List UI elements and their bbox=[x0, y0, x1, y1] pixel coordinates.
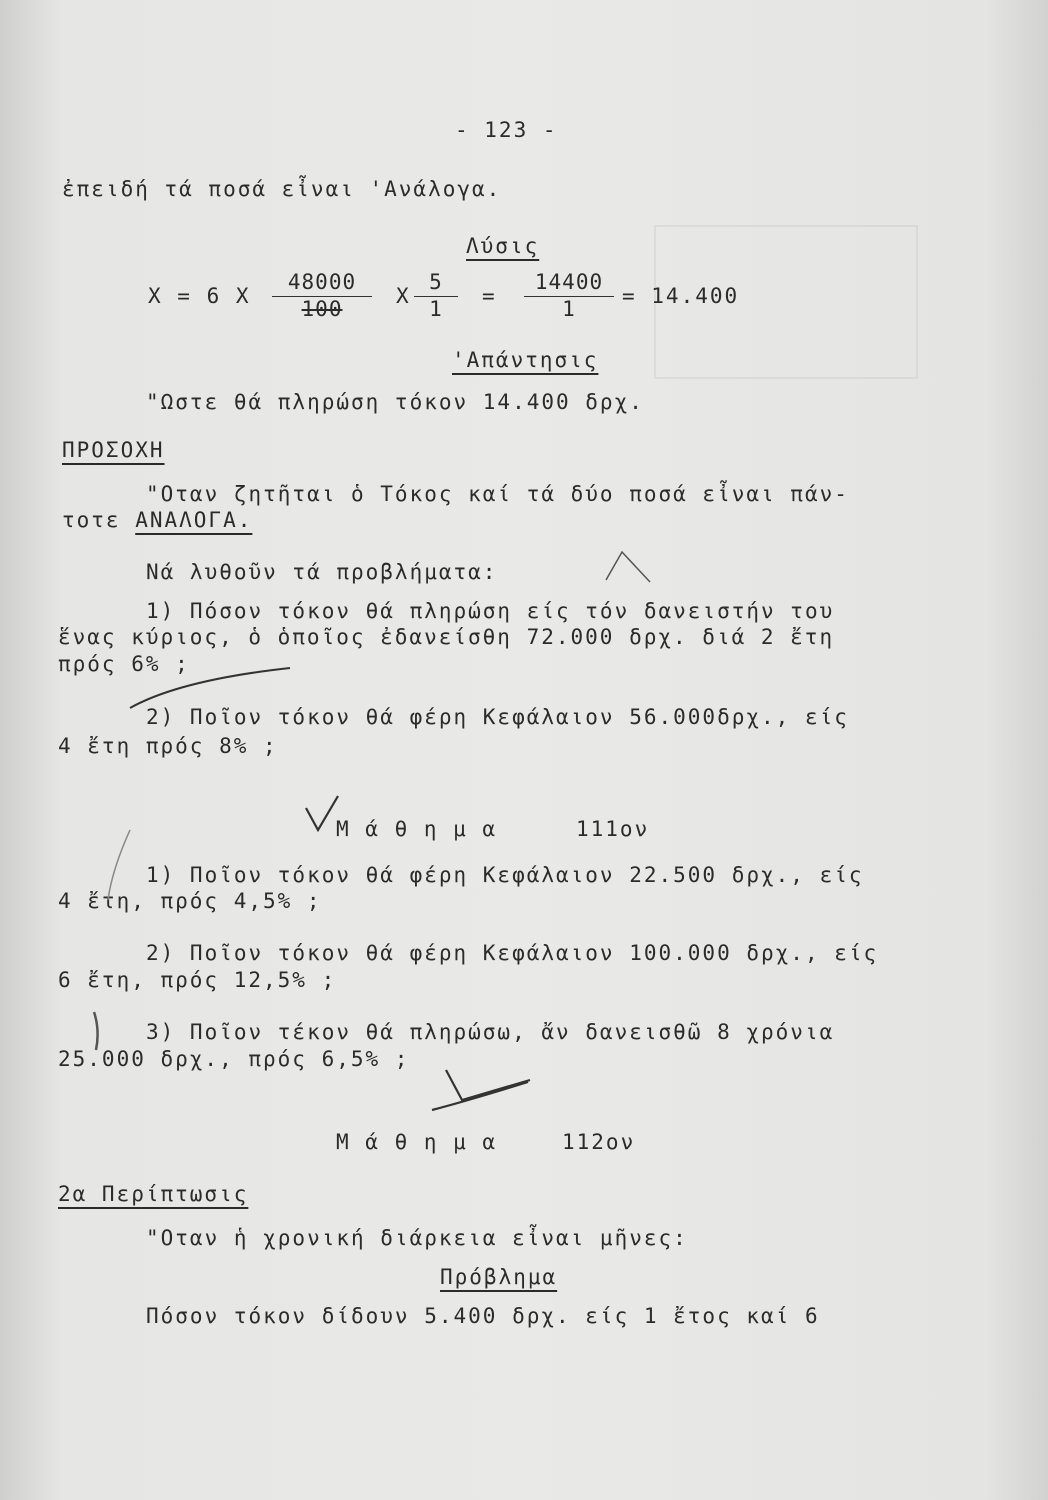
fraction-1-numerator: 48000 bbox=[272, 270, 372, 297]
problem-b2-line2: 6 ἔτη, πρός 12,5% ; bbox=[58, 968, 337, 992]
attention-emphasis: ΑΝΑΛΟΓΑ. bbox=[135, 508, 253, 532]
problems-intro: Νά λυθοῦν τά προβλήματα: bbox=[146, 560, 498, 584]
fraction-2-denominator: 1 bbox=[429, 297, 443, 321]
underline-stroke-icon bbox=[130, 668, 290, 708]
lesson-111-number: 111ον bbox=[576, 817, 650, 841]
equation-equals: = bbox=[482, 284, 497, 308]
problem-b1-line1: 1) Ποῖον τόκον θά φέρη Κεφάλαιον 22.500 δρχ., είς bbox=[146, 863, 864, 887]
problem-heading: Πρόβλημα bbox=[440, 1265, 558, 1289]
attention-label: ΠΡΟΣΟΧΗ bbox=[62, 438, 165, 462]
lesson-112-number: 112ον bbox=[562, 1130, 636, 1154]
problem-text: Πόσον τόκον δίδουν 5.400 δρχ. είς 1 ἔτος καί 6 bbox=[146, 1304, 820, 1328]
attention-line-2-prefix: τοτε bbox=[62, 508, 136, 532]
equation-result: = 14.400 bbox=[622, 284, 740, 308]
answer-text: "Ωστε θά πληρώση τόκον 14.400 δρχ. bbox=[146, 390, 644, 414]
problem-a2-line1: 2) Ποῖον τόκον θά φέρη Κεφάλαιον 56.000δρχ., είς bbox=[146, 705, 849, 729]
fraction-2-numerator: 5 bbox=[414, 270, 458, 297]
margin-tick-icon bbox=[94, 1012, 98, 1050]
fraction-3-denominator: 1 bbox=[562, 297, 576, 321]
margin-stroke-icon bbox=[108, 830, 130, 900]
problem-b1-line2: 4 ἔτη, πρός 4,5% ; bbox=[58, 889, 322, 913]
lesson-111-label: Μ ά θ η μ α bbox=[336, 817, 498, 841]
problem-b3-line1: 3) Ποῖον τέκον θά πληρώσω, ἄν δανεισθῶ 8 χρόνια bbox=[146, 1020, 835, 1044]
check-mark-icon bbox=[306, 796, 338, 830]
check-mark-2-icon bbox=[432, 1070, 530, 1110]
attention-line-1: "Οταν ζητῆται ὁ Τόκος καί τά δύο ποσά εἶναι πάν- bbox=[146, 482, 849, 506]
intro-line: ἐπειδή τά ποσά εἶναι 'Ανάλογα. bbox=[62, 177, 502, 201]
problem-a2-line2: 4 ἔτη πρός 8% ; bbox=[58, 734, 278, 758]
case-text: "Οταν ἡ χρονική διάρκεια εἶναι μῆνες: bbox=[146, 1226, 688, 1250]
problem-a1-line2: ἕνας κύριος, ὁ ὁποῖος ἐδανείσθη 72.000 δρχ. διά 2 ἔτη bbox=[58, 625, 835, 649]
problem-b3-line2: 25.000 δρχ., πρός 6,5% ; bbox=[58, 1047, 410, 1071]
problem-b2-line1: 2) Ποῖον τόκον θά φέρη Κεφάλαιον 100.000 δρχ., είς bbox=[146, 941, 879, 965]
fraction-1-denominator: 100 bbox=[301, 297, 343, 321]
problem-a1-line1: 1) Πόσον τόκον θά πληρώση είς τόν δανειστήν του bbox=[146, 599, 835, 623]
lesson-112-label: Μ ά θ η μ α bbox=[336, 1130, 498, 1154]
caret-mark-icon bbox=[606, 552, 650, 582]
problem-a1-line3: πρός 6% ; bbox=[58, 652, 190, 676]
page-number: - 123 - bbox=[455, 118, 558, 142]
equation-lhs: X = 6 X bbox=[148, 284, 251, 308]
solution-heading: Λύσις bbox=[466, 234, 540, 258]
equation-times: X bbox=[396, 284, 411, 308]
case-heading: 2α Περίπτωσις bbox=[58, 1182, 249, 1206]
answer-heading: 'Απάντησις bbox=[452, 348, 599, 372]
fraction-3-numerator: 14400 bbox=[524, 270, 614, 297]
